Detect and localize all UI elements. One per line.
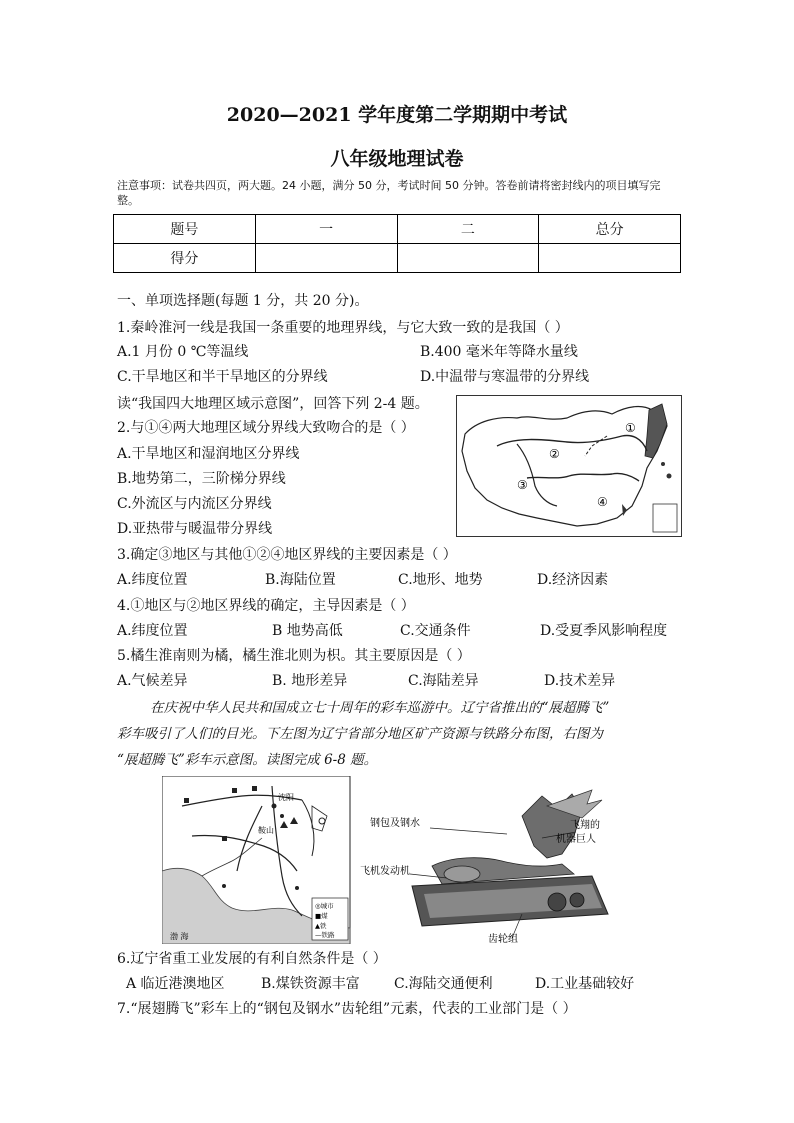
map-label: ② [549, 447, 560, 461]
liaoning-figures [162, 776, 614, 944]
map-label: ④ [597, 495, 608, 509]
china-map-svg [457, 396, 681, 536]
city-label: 沈阳 [278, 793, 294, 802]
section-heading: 一、单项选择题(每题 1 分，共 20 分)。 [117, 293, 369, 309]
q2-option-a: A.干旱地区和湿润地区分界线 [117, 446, 300, 462]
q6-option-b: B.煤铁资源丰富 [261, 976, 360, 992]
city-label: 鞍山 [258, 826, 274, 835]
question-2-stem: 2.与①④两大地理区域分界线大致吻合的是（ ） [117, 420, 415, 436]
table-cell: 得分 [114, 244, 256, 273]
reading-instruction: 读“我国四大地理区域示意图”，回答下列 2-4 题。 [117, 396, 429, 412]
table-cell: 一 [255, 215, 397, 244]
q4-option-d: D.受夏季风影响程度 [540, 623, 668, 639]
float-illustration [410, 790, 608, 938]
q6-option-a: A 临近港澳地区 [126, 976, 225, 992]
question-5-stem: 5.橘生淮南则为橘，橘生淮北则为枳。其主要原因是（ ） [117, 648, 471, 664]
exam-title: 2020—2021 学年度第二学期期中考试 [226, 104, 568, 126]
q3-option-c: C.地形、地势 [398, 572, 483, 588]
score-input-cell[interactable] [539, 244, 681, 273]
sea-label: 渤 海 [170, 932, 189, 941]
q3-option-d: D.经济因素 [537, 572, 609, 588]
q2-option-c: C.外流区与内流区分界线 [117, 496, 272, 512]
q4-option-a: A.纬度位置 [117, 623, 188, 639]
q2-option-b: B.地势第二，三阶梯分界线 [117, 471, 286, 487]
passage-line: “展超腾飞”彩车示意图。读图完成 6-8 题。 [117, 752, 378, 768]
table-cell: 总分 [539, 215, 681, 244]
legend-item: ▲铁 [315, 922, 327, 930]
score-input-cell[interactable] [255, 244, 397, 273]
q3-option-a: A.纬度位置 [117, 572, 188, 588]
question-6-stem: 6.辽宁省重工业发展的有利自然条件是（ ） [117, 951, 387, 967]
question-3-stem: 3.确定③地区与其他①②④地区界线的主要因素是（ ） [117, 547, 457, 563]
passage-line: 彩车吸引了人们的目光。下左图为辽宁省部分地区矿产资源与铁路分布图，右图为 [117, 726, 603, 742]
q1-option-d: D.中温带与寒温带的分界线 [420, 369, 590, 385]
q6-option-d: D.工业基础较好 [535, 976, 635, 992]
map-label: ③ [517, 478, 528, 492]
table-cell: 二 [397, 215, 539, 244]
float-label: 飞翔的 [570, 820, 600, 831]
q1-option-b: B.400 毫米年等降水量线 [420, 344, 578, 360]
float-label: 飞机发动机 [360, 866, 410, 877]
float-label: 钢包及钢水 [370, 818, 420, 829]
legend-item: —铁路 [315, 931, 335, 939]
question-4-stem: 4.①地区与②地区界线的确定，主导因素是（ ） [117, 598, 415, 614]
map-label: ① [625, 421, 636, 435]
q6-option-c: C.海陆交通便利 [394, 976, 493, 992]
q3-option-b: B.海陆位置 [265, 572, 336, 588]
q4-option-c: C.交通条件 [400, 623, 471, 639]
score-input-cell[interactable] [397, 244, 539, 273]
notice-text: 注意事项：试卷共四页，两大题。24 小题，满分 50 分，考试时间 50 分钟。答卷前请将密封线内的项目填写完整。 [117, 179, 661, 207]
float-label: 齿轮组 [488, 934, 518, 944]
passage-line: 在庆祝中华人民共和国成立七十周年的彩车巡游中。辽宁省推出的“展超腾飞” [150, 700, 610, 716]
q5-option-a: A.气候差异 [117, 673, 188, 689]
q5-option-d: D.技术差异 [544, 673, 616, 689]
q1-option-c: C.干旱地区和半干旱地区的分界线 [117, 369, 328, 385]
table-row [114, 215, 681, 244]
q1-option-a: A.1 月份 0 ℃等温线 [117, 344, 249, 360]
q2-option-d: D.亚热带与暖温带分界线 [117, 521, 273, 537]
q4-option-b: B 地势高低 [272, 623, 343, 639]
legend-item: ◎城市 [315, 902, 334, 910]
float-label: 机器巨人 [556, 834, 596, 845]
table-cell: 题号 [114, 215, 256, 244]
figures-svg [162, 776, 614, 944]
legend-item: ■煤 [315, 912, 328, 920]
q5-option-c: C.海陆差异 [408, 673, 479, 689]
score-table [113, 214, 681, 273]
question-7-stem: 7.“展翅腾飞”彩车上的“钢包及钢水”齿轮组”元素，代表的工业部门是（ ） [117, 1001, 577, 1017]
china-regions-map [456, 395, 682, 537]
question-1-stem: 1.秦岭淮河一线是我国一条重要的地理界线，与它大致一致的是我国（ ） [117, 320, 569, 336]
exam-subtitle: 八年级地理试卷 [330, 148, 464, 170]
q5-option-b: B. 地形差异 [272, 673, 348, 689]
table-row [114, 244, 681, 273]
